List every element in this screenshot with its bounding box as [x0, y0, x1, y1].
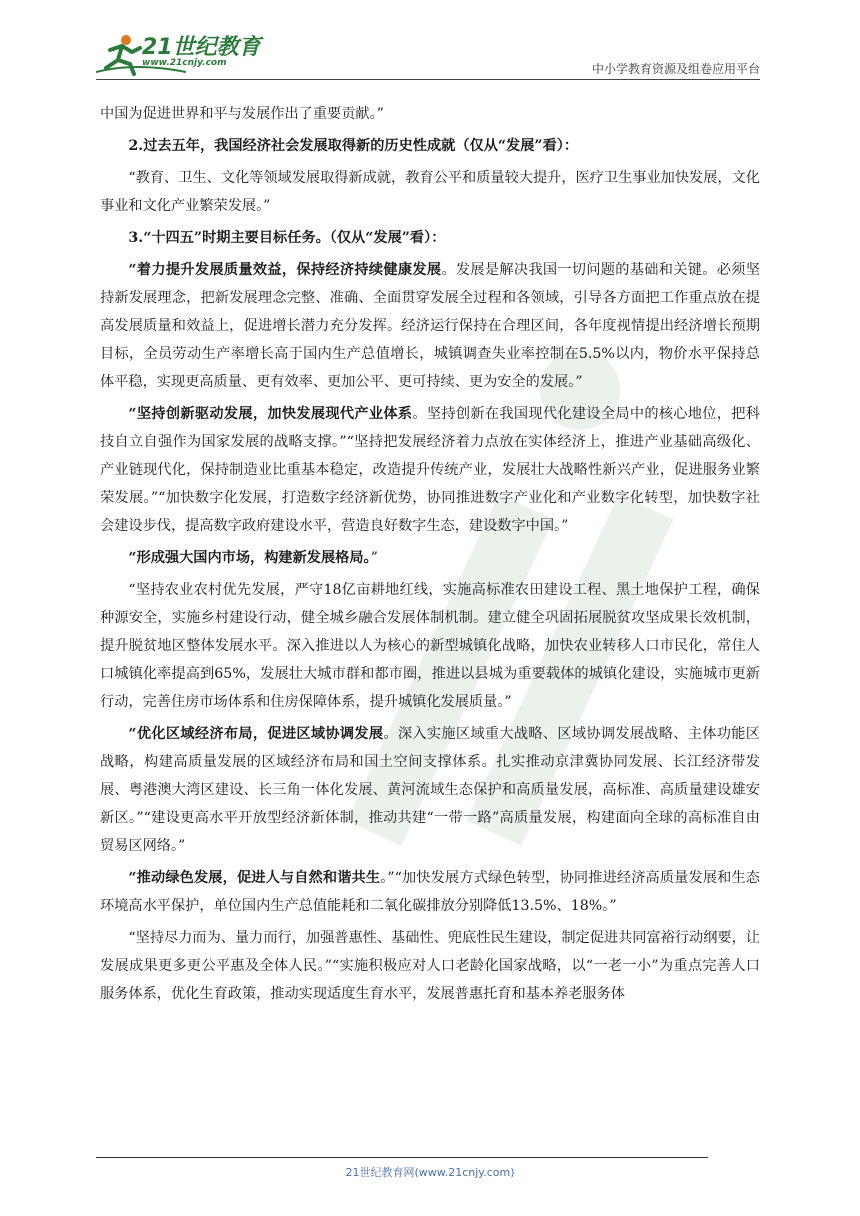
- footer-divider: [96, 1157, 708, 1158]
- footer-text: 21世纪教育网(www.21cnjy.com): [345, 1166, 515, 1179]
- platform-title: 中小学教育资源及组卷应用平台: [591, 62, 760, 76]
- paragraph: [100, 100, 760, 128]
- paragraph-text: 。深入实施区域重大战略、区域协调发展战略、主体功能区战略，构建高质量发展的区域经济布局和国土空间支撑体系。扎实推动京津冀协同发展、长江经济带发展、粤港澳大湾区建设、长三角一体化发展、黄河流域生态保护和高质量发展，高标准、高质量建设雄安新区。”“建设更高水平开放型经济新体制，推动共建“一带一路”高质量发展，构建面向全球的高标准自由贸易区网络。”: [100, 726, 760, 854]
- paragraph: [100, 256, 760, 396]
- paragraph-text: “坚持尽力而为、量力而行，加强普惠性、基础性、兜底性民生建设，制定促进共同富裕行动纲要，让发展成果更多更公平惠及全体人民。”“实施积极应对人口老龄化国家战略，以“一老一小”为重点完善人口服务体系，优化生育政策，推动实现适度生育水平，发展普惠托育和基本养老服务体: [100, 930, 760, 1002]
- paragraph-text: 。坚持创新在我国现代化建设全局中的核心地位，把科技自立自强作为国家发展的战略支撑。”“坚持把发展经济着力点放在实体经济上，推进产业基础高级化、产业链现代化，保持制造业比重基本稳定，改造提升传统产业，发展壮大战略性新兴产业，促进服务业繁荣发展。”“加快数字化发展，打造数字经济新优势，协同推进数字产业化和产业数字化转型，加快数字社会建设步伐，提高数字政府建设水平，营造良好数字生态，建设数字中国。”: [100, 406, 760, 534]
- bold-lead: “优化区域经济布局，促进区域协调发展: [128, 726, 384, 742]
- paragraph-text: 。发展是解决我国一切问题的基础和关键。必须坚持新发展理念，把新发展理念完整、准确、全面贯穿发展全过程和各领域，引导各方面把工作重点放在提高发展质量和效益上，促进增长潜力充分发挥。经济运行保持在合理区间，各年度视情提出经济增长预期目标，全员劳动生产率增长高于国内生产总值增长，城镇调查失业率控制在5.5%以内，物价水平保持总体平稳，实现更高质量、更有效率、更加公平、更可持续、更为安全的发展。”: [100, 262, 760, 390]
- paragraph: [100, 864, 760, 920]
- document-body: [100, 100, 760, 1012]
- paragraph-text: “教育、卫生、文化等领域发展取得新成就，教育公平和质量较大提升，医疗卫生事业加快发展，文化事业和文化产业繁荣发展。”: [100, 170, 760, 214]
- paragraph-text: “坚持农业农村优先发展，严守18亿亩耕地红线，实施高标准农田建设工程、黑土地保护工程，确保种源安全，实施乡村建设行动，健全城乡融合发展体制机制。建立健全巩固拓展脱贫攻坚成果长效机制，提升脱贫地区整体发展水平。深入推进以人为核心的新型城镇化战略，加快农业转移人口市民化，常住人口城镇化率提高到65%，发展壮大城市群和都市圈，推进以县城为重要载体的城镇化建设，实施城市更新行动，完善住房市场体系和住房保障体系，提升城镇化发展质量。”: [100, 582, 760, 710]
- bold-lead: “着力提升发展质量效益，保持经济持续健康发展: [128, 262, 442, 278]
- bold-lead: “坚持创新驱动发展，加快发展现代产业体系: [128, 406, 413, 422]
- paragraph: [100, 164, 760, 220]
- paragraph: [100, 544, 760, 572]
- paragraph-text: 。”“加快发展方式绿色转型，协同推进经济高质量发展和生态环境高水平保护，单位国内生产总值能耗和二氧化碳排放分别降低13.5%、18%。”: [100, 870, 760, 914]
- paragraph-text: 中国为促进世界和平与发展作出了重要贡献。”: [100, 106, 384, 122]
- paragraph: [100, 132, 760, 160]
- paragraph-text: ”: [370, 550, 378, 566]
- bold-lead: 2.过去五年，我国经济社会发展取得新的历史性成就（仅从“发展”看）：: [128, 138, 579, 154]
- paragraph: [100, 720, 760, 860]
- page-header: [96, 28, 760, 80]
- logo-url: www.21cnjy.com: [142, 58, 227, 68]
- bold-lead: “形成强大国内市场，构建新发展格局。: [128, 550, 371, 566]
- bold-lead: “推动绿色发展，促进人与自然和谐共生: [128, 870, 381, 886]
- paragraph: [100, 924, 760, 1008]
- bold-lead: 3.“十四五”时期主要目标任务。（仅从“发展”看）：: [128, 230, 446, 246]
- logo-text: 21世纪教育: [142, 35, 261, 60]
- paragraph: [100, 224, 760, 252]
- header-divider: [96, 79, 760, 80]
- paragraph: [100, 576, 760, 716]
- paragraph: [100, 400, 760, 540]
